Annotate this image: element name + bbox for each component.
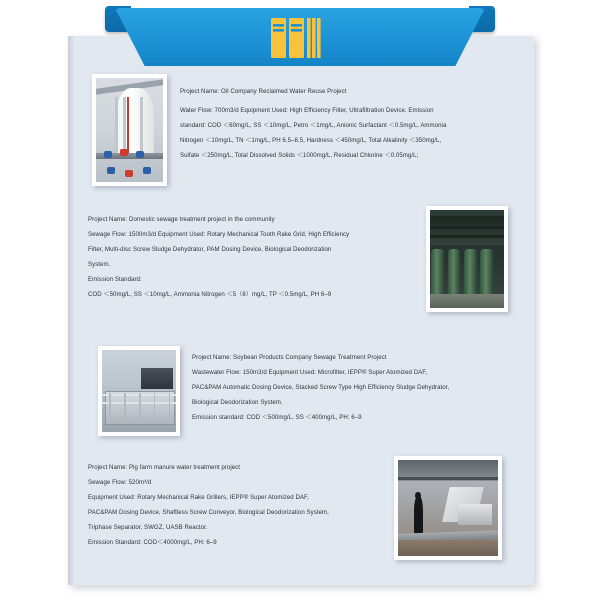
ribbon-body xyxy=(115,8,485,66)
project-2-text xyxy=(88,212,428,302)
project-4-line-1: Sewage Flow: 520m³/d xyxy=(88,479,152,486)
project-4-line-0: Project Name: Pig farm manure water treatment project xyxy=(88,464,241,471)
soybean-plant-outdoor-pools-photo xyxy=(98,346,180,436)
project-2-line-3: System. xyxy=(88,261,111,268)
project-entry-4 xyxy=(88,456,518,566)
project-1-line-4: Sulfate ＜250mg/L, Total Dissolved Solids ＜1000mg/L, Residual Chlorine ＜0.05mg/L; xyxy=(180,152,419,159)
project-1-line-3: Nitrogen ＜10mg/L, TN ＜1mg/L, PH 6.5–8.5, Hardness ＜450mg/L, Total Alkalinity ＜350mg/L, xyxy=(180,137,442,144)
oil-company-water-tank-photo xyxy=(92,74,167,186)
project-2-line-2: Filter, Multi-disc Screw Sludge Dehydrator, PAM Dosing Device, Biological Deodorization xyxy=(88,246,332,253)
books-icon xyxy=(269,16,331,60)
project-1-text xyxy=(180,84,516,163)
project-2-line-0: Project Name: Domestic sewage treatment project in the community xyxy=(88,216,275,223)
project-4-line-5: Emission Standard: COD＜4000mg/L, PH: 6–9 xyxy=(88,539,217,546)
project-3-text xyxy=(192,350,516,425)
pig-farm-equipment-worker-photo xyxy=(394,456,502,560)
project-3-line-1: Wastewater Flow: 150m3/d Equipment Used: Microfilter, IEPP® Super Atomized DAF, xyxy=(192,369,428,376)
project-1-line-1: Water Flow: 700m3/d Equipment Used: High Efficiency Filter, Ultrafiltration Device. Emission xyxy=(180,107,434,114)
project-4-line-4: Triphase Separator, SWGZ, UASB Reactor. xyxy=(88,524,208,531)
project-4-text xyxy=(88,460,408,550)
project-1-line-0: Project Name: Oil Company Reclaimed Water Reuse Project xyxy=(180,88,347,95)
project-entry-1 xyxy=(92,74,522,199)
project-3-line-4: Emission standard: COD ＜500mg/L, SS ＜400mg/L, PH: 6–9 xyxy=(192,414,362,421)
header-ribbon xyxy=(105,6,495,68)
project-entry-3 xyxy=(98,346,518,442)
project-3-line-0: Project Name: Soybean Products Company Sewage Treatment Project xyxy=(192,354,387,361)
project-3-line-3: Biological Deodorization System. xyxy=(192,399,283,406)
project-3-line-2: PAC&PAM Automatic Dosing Device, Stacked Screw Type High Efficiency Sludge Dehydrator, xyxy=(192,384,450,391)
project-1-line-2: standard: COD ＜60mg/L, SS ＜10mg/L, Petro ＜1mg/L, Anionic Surfactant ＜0.5mg/L, Ammonia xyxy=(180,122,447,129)
project-2-line-4: Emission Standard: xyxy=(88,276,142,283)
community-green-filter-tanks-photo xyxy=(426,206,508,312)
project-entry-2 xyxy=(88,206,518,318)
project-4-line-3: PAC&PAM Dosing Device, Shaftless Screw Conveyor, Biological Deodorization System, xyxy=(88,509,329,516)
project-2-line-5: COD ＜50mg/L, SS ＜10mg/L, Ammonia Nitrogen ＜5（8）mg/L, TP ＜0.5mg/L, PH 6–9 xyxy=(88,291,332,298)
project-2-line-1: Sewage Flow: 1500m3/d Equipment Used: Rotary Mechanical Tooth Rake Grid, High Efficiency xyxy=(88,231,350,238)
project-4-line-2: Equipment Used: Rotary Mechanical Rake Grillers, IEPP® Super Atomized DAF, xyxy=(88,494,309,501)
